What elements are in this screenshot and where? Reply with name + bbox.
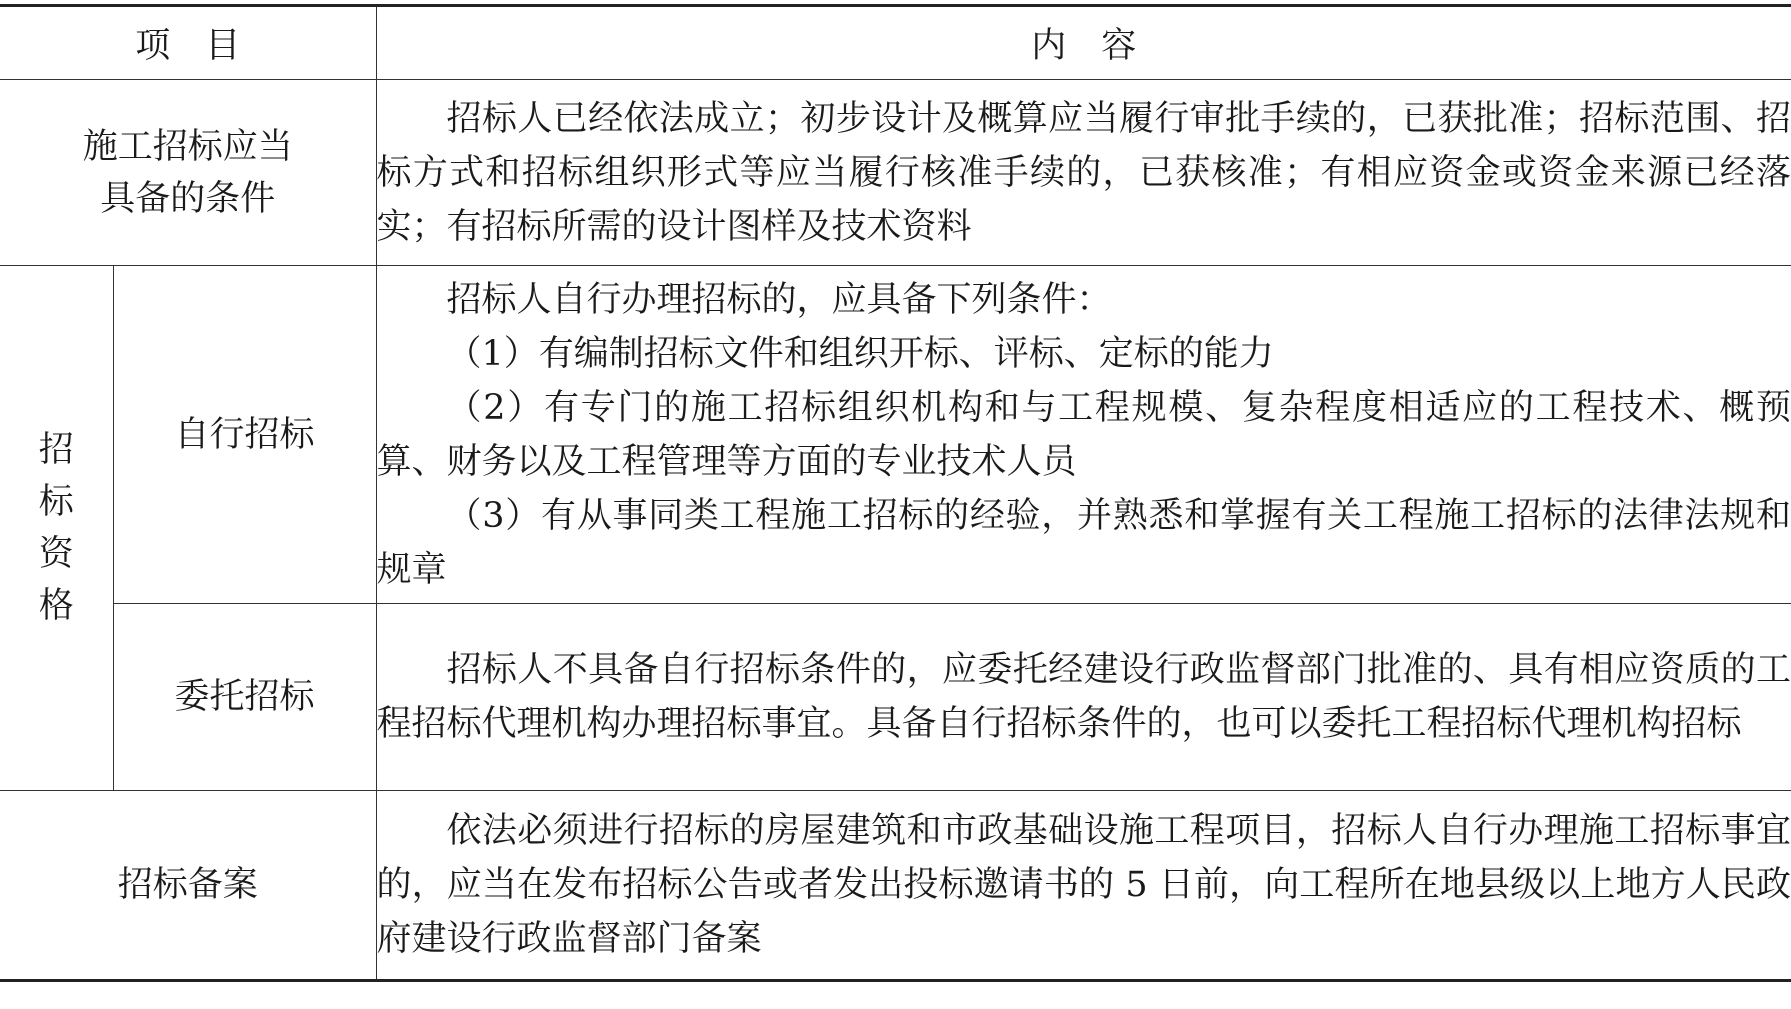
item-filing [0,791,376,981]
group-char: 标 [38,482,74,522]
item-entrust-tender-label: 委托招标 [174,677,315,717]
item-conditions-line1: 施工招标应当 [82,126,293,167]
table-row-filing [0,791,1791,981]
table-row-entrust-tender [0,604,1791,791]
group-qualification [0,266,113,791]
table-row-self-tender [0,266,1791,604]
content-entrust-text: 招标人不具备自行招标条件的，应委托经建设行政监督部门批准的、具有相应资质的工程招标代理机构办理招标事宜。具备自行招标条件的，也可以委托工程招标代理机构招标 [376,650,1791,744]
item-filing-label: 招标备案 [117,865,258,905]
header-item [0,6,376,80]
content-entrust-tender [376,604,1791,791]
content-filing-text: 依法必须进行招标的房屋建筑和市政基础设施工程项目，招标人自行办理施工招标事宜的，应当在发布招标公告或者发出投标邀请书的 5 日前，向工程所在地县级以上地方人民政府建设行政监督部门备案 [376,811,1791,959]
item-conditions-line2: 具备的条件 [100,178,276,219]
content-self-item-1: （1）有编制招标文件和组织开标、评标、定标的能力 [446,333,1274,374]
content-self-item-2: （2）有专门的施工招标组织机构和与工程规模、复杂程度相适应的工程技术、概预算、财务以及工程管理等方面的专业技术人员 [376,387,1791,482]
item-self-tender-label: 自行招标 [174,414,315,455]
group-char: 招 [38,430,74,470]
tendering-requirements-table [0,4,1791,982]
content-self-tender [376,266,1791,604]
group-char: 格 [38,586,74,626]
group-char: 资 [38,534,74,574]
header-item-label: 项 目 [135,26,241,66]
table-header-row [0,6,1791,80]
header-content [376,6,1791,80]
content-self-intro: 招标人自行办理招标的，应具备下列条件： [446,279,1112,320]
item-self-tender [113,266,376,604]
header-content-label: 内 容 [1031,26,1137,66]
content-conditions [376,80,1791,266]
table-row-conditions [0,80,1791,266]
content-self-item-3: （3）有从事同类工程施工招标的经验，并熟悉和掌握有关工程施工招标的法律法规和规章 [376,495,1791,590]
content-conditions-text: 招标人已经依法成立；初步设计及概算应当履行审批手续的，已获批准；招标范围、招标方式和招标组织形式等应当履行核准手续的，已获核准；有相应资金或资金来源已经落实；有招标所需的设计图样及技术资料 [376,98,1791,247]
item-conditions [0,80,376,266]
item-entrust-tender [113,604,376,791]
content-filing [376,791,1791,981]
